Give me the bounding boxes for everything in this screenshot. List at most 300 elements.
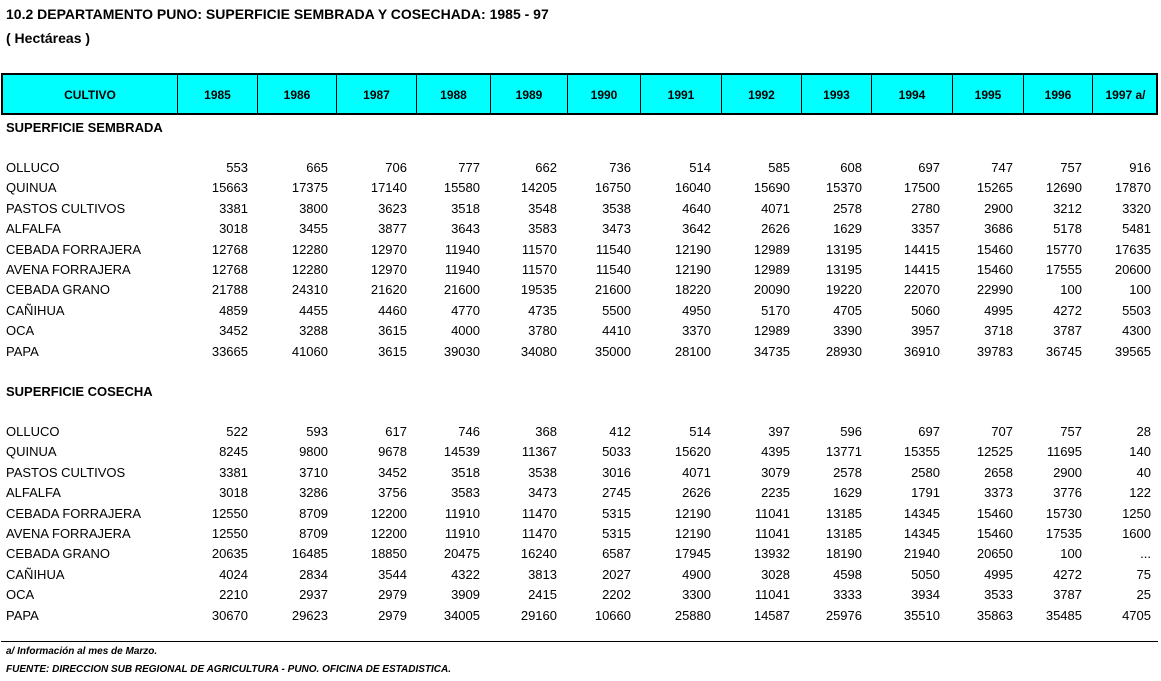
table-cell: 2210 — [219, 587, 248, 603]
table-cell: 11910 — [444, 505, 480, 521]
table-cell: 4410 — [602, 323, 631, 339]
table-cell: 39565 — [1114, 343, 1151, 359]
table-cell: 736 — [609, 160, 631, 175]
table-cell: 8245 — [219, 444, 248, 460]
table-cell: 3018 — [219, 485, 248, 501]
table-cell: 12190 — [674, 505, 711, 521]
table-row — [0, 606, 1161, 626]
table-cell: 706 — [385, 160, 407, 175]
table-cell: 412 — [609, 424, 631, 439]
column-header-year: 1991 — [641, 75, 722, 113]
table-cell: 19220 — [825, 282, 862, 298]
table-cell: 2979 — [378, 587, 407, 603]
column-header-year: 1987 — [337, 75, 417, 113]
table-cell: 3813 — [528, 566, 557, 582]
table-cell: 28 — [1136, 424, 1151, 439]
table-cell: 15460 — [976, 262, 1013, 277]
table-cell: 4322 — [451, 566, 480, 582]
table-cell: 3286 — [299, 485, 328, 501]
table-cell: 21788 — [211, 282, 248, 298]
table-cell: 4705 — [1122, 607, 1151, 623]
table-cell: 3473 — [528, 485, 557, 501]
table-cell: 122 — [1129, 485, 1151, 501]
table-cell: 3548 — [528, 200, 557, 216]
table-cell: 5500 — [602, 302, 631, 318]
table-cell: 397 — [768, 424, 790, 439]
table-cell: 3934 — [911, 587, 940, 603]
table-row — [0, 199, 1161, 219]
table-cell: 4395 — [761, 444, 790, 460]
table-cell: 39030 — [443, 343, 480, 359]
table-cell: 5170 — [761, 302, 790, 318]
crop-name: AVENA FORRAJERA — [6, 526, 131, 541]
table-cell: 13195 — [825, 262, 862, 277]
table-cell: 34080 — [520, 343, 557, 359]
table-row — [0, 422, 1161, 442]
table-cell: 2979 — [378, 607, 407, 623]
table-cell: 15580 — [443, 180, 480, 196]
table-cell: 585 — [768, 160, 790, 175]
table-cell: 13185 — [825, 526, 862, 541]
table-cell: 11540 — [595, 241, 631, 257]
table-cell: 4900 — [682, 566, 711, 582]
table-cell: 140 — [1129, 444, 1151, 460]
table-cell: 11940 — [444, 262, 480, 277]
column-header-year: 1992 — [722, 75, 802, 113]
column-header-year: 1986 — [258, 75, 337, 113]
table-row — [0, 240, 1161, 260]
table-cell: 3787 — [1053, 587, 1082, 603]
table-cell: 12989 — [753, 241, 790, 257]
table-cell: 4640 — [682, 200, 711, 216]
table-cell: 14345 — [903, 505, 940, 521]
table-cell: 4455 — [299, 302, 328, 318]
table-cell: 12280 — [291, 241, 328, 257]
table-cell: 6587 — [602, 546, 631, 562]
table-cell: 2578 — [833, 200, 862, 216]
table-cell: 17140 — [370, 180, 407, 196]
table-cell: 3538 — [528, 464, 557, 480]
table-cell: 12200 — [370, 526, 407, 541]
table-cell: 17500 — [903, 180, 940, 196]
table-cell: 12768 — [211, 262, 248, 277]
table-cell: 34735 — [753, 343, 790, 359]
table-cell: 2780 — [911, 200, 940, 216]
table-cell: 13185 — [825, 505, 862, 521]
table-cell: 24310 — [291, 282, 328, 298]
table-cell: 19535 — [520, 282, 557, 298]
table-cell: 18220 — [674, 282, 711, 298]
table-cell: 2202 — [602, 587, 631, 603]
table-cell: 2580 — [911, 464, 940, 480]
table-cell: 3288 — [299, 323, 328, 339]
table-row — [0, 219, 1161, 239]
table-cell: 12190 — [674, 526, 711, 541]
table-cell: 12970 — [370, 262, 407, 277]
table-cell: 3518 — [451, 200, 480, 216]
table-cell: 15690 — [753, 180, 790, 196]
table-cell: 1250 — [1122, 505, 1151, 521]
page-title: 10.2 DEPARTAMENTO PUNO: SUPERFICIE SEMBRADA Y COSECHADA: 1985 - 97 — [6, 6, 549, 22]
column-header-cultivo: CULTIVO — [3, 75, 178, 113]
table-cell: 2658 — [984, 464, 1013, 480]
crop-name: PASTOS CULTIVOS — [6, 200, 126, 216]
table-cell: 36910 — [903, 343, 940, 359]
table-cell: 3212 — [1053, 200, 1082, 216]
table-cell: 2745 — [602, 485, 631, 501]
table-cell: 16750 — [594, 180, 631, 196]
table-cell: 16485 — [291, 546, 328, 562]
table-cell: 916 — [1129, 160, 1151, 175]
section-title-sembrada: SUPERFICIE SEMBRADA — [6, 120, 163, 135]
crop-name: CEBADA FORRAJERA — [6, 241, 142, 257]
table-cell: 5060 — [911, 302, 940, 318]
table-cell: 4995 — [984, 302, 1013, 318]
table-cell: 13771 — [825, 444, 862, 460]
table-cell: 3583 — [451, 485, 480, 501]
table-cell: 3780 — [528, 323, 557, 339]
table-cell: 12970 — [370, 241, 407, 257]
table-cell: 3615 — [378, 323, 407, 339]
table-cell: 368 — [535, 424, 557, 439]
table-cell: 3373 — [984, 485, 1013, 501]
table-row — [0, 442, 1161, 462]
table-cell: 5050 — [911, 566, 940, 582]
table-cell: 12550 — [211, 505, 248, 521]
table-cell: 697 — [918, 424, 940, 439]
table-cell: 21600 — [443, 282, 480, 298]
table-cell: 3455 — [299, 221, 328, 237]
section-title-cosecha: SUPERFICIE COSECHA — [6, 384, 153, 399]
table-row — [0, 321, 1161, 341]
table-cell: 14415 — [903, 241, 940, 257]
table-cell: 8709 — [299, 505, 328, 521]
table-cell: 20090 — [753, 282, 790, 298]
table-cell: 3381 — [219, 200, 248, 216]
table-cell: 14415 — [903, 262, 940, 277]
table-cell: 13932 — [753, 546, 790, 562]
table-cell: 3016 — [602, 464, 631, 480]
table-cell: 746 — [458, 424, 480, 439]
crop-name: CEBADA GRANO — [6, 546, 111, 562]
table-cell: 22990 — [976, 282, 1013, 298]
table-cell: 3544 — [378, 566, 407, 582]
table-cell: 3473 — [602, 221, 631, 237]
table-cell: 665 — [306, 160, 328, 175]
table-cell: 14587 — [753, 607, 790, 623]
table-cell: 5315 — [602, 505, 631, 521]
table-row — [0, 342, 1161, 362]
table-row — [0, 158, 1161, 178]
table-cell: 12550 — [211, 526, 248, 541]
table-cell: 5315 — [602, 526, 631, 541]
table-cell: 11041 — [754, 526, 790, 541]
table-cell: 21620 — [370, 282, 407, 298]
table-cell: 4272 — [1053, 566, 1082, 582]
crop-name: OLLUCO — [6, 424, 60, 439]
table-cell: 21940 — [903, 546, 940, 562]
table-row — [0, 483, 1161, 503]
table-cell: 100 — [1060, 546, 1082, 562]
table-cell: 1629 — [833, 485, 862, 501]
table-cell: 30670 — [211, 607, 248, 623]
table-cell: 3800 — [299, 200, 328, 216]
table-cell: 20600 — [1114, 262, 1151, 277]
table-row — [0, 504, 1161, 524]
crop-name: CAÑIHUA — [6, 302, 65, 318]
crop-name: ALFALFA — [6, 221, 61, 237]
table-cell: 522 — [226, 424, 248, 439]
table-cell: 41060 — [291, 343, 328, 359]
table-cell: 3686 — [984, 221, 1013, 237]
table-cell: 4000 — [451, 323, 480, 339]
table-cell: 2900 — [1053, 464, 1082, 480]
table-cell: 15730 — [1045, 505, 1082, 521]
crop-name: CAÑIHUA — [6, 566, 65, 582]
table-cell: 100 — [1129, 282, 1151, 298]
table-cell: 11570 — [521, 241, 557, 257]
table-cell: 18190 — [825, 546, 862, 562]
table-cell: 2415 — [528, 587, 557, 603]
crop-name: PAPA — [6, 343, 39, 359]
table-cell: 25 — [1136, 587, 1151, 603]
table-cell: 11470 — [521, 505, 557, 521]
table-cell: 11570 — [521, 262, 557, 277]
table-cell: 4598 — [833, 566, 862, 582]
table-cell: 3079 — [761, 464, 790, 480]
column-header-year: 1990 — [568, 75, 641, 113]
table-cell: 15460 — [976, 505, 1013, 521]
table-cell: 5503 — [1122, 302, 1151, 318]
table-cell: 2235 — [761, 485, 790, 501]
table-cell: 17375 — [291, 180, 328, 196]
table-cell: 29623 — [291, 607, 328, 623]
table-cell: 3583 — [528, 221, 557, 237]
table-cell: 12280 — [291, 262, 328, 277]
table-cell: 757 — [1060, 160, 1082, 175]
table-cell: 14345 — [903, 526, 940, 541]
table-cell: 14539 — [443, 444, 480, 460]
table-cell: 4460 — [378, 302, 407, 318]
table-cell: 14205 — [520, 180, 557, 196]
crop-name: CEBADA FORRAJERA — [6, 505, 142, 521]
table-cell: 5481 — [1122, 221, 1151, 237]
table-cell: 3957 — [911, 323, 940, 339]
table-cell: 28100 — [674, 343, 711, 359]
table-cell: 8709 — [299, 526, 328, 541]
table-cell: 4950 — [682, 302, 711, 318]
table-cell: 12768 — [211, 241, 248, 257]
table-cell: 747 — [991, 160, 1013, 175]
table-cell: 3381 — [219, 464, 248, 480]
table-cell: 3390 — [833, 323, 862, 339]
table-cell: 35863 — [976, 607, 1013, 623]
table-cell: 15355 — [903, 444, 940, 460]
table-cell: 4300 — [1122, 323, 1151, 339]
table-cell: 3710 — [299, 464, 328, 480]
column-header-year: 1993 — [802, 75, 872, 113]
table-cell: 4859 — [219, 302, 248, 318]
table-cell: 3615 — [378, 343, 407, 359]
table-cell: 593 — [306, 424, 328, 439]
table-cell: 16040 — [674, 180, 711, 196]
column-header-year: 1989 — [491, 75, 568, 113]
table-cell: 20650 — [976, 546, 1013, 562]
table-cell: 15460 — [976, 526, 1013, 541]
column-header-year: 1994 — [872, 75, 953, 113]
table-cell: 3028 — [761, 566, 790, 582]
table-cell: 697 — [918, 160, 940, 175]
table-header — [1, 73, 1158, 115]
table-row — [0, 463, 1161, 483]
table-cell: 15663 — [211, 180, 248, 196]
crop-name: CEBADA GRANO — [6, 282, 111, 298]
table-cell: 36745 — [1045, 343, 1082, 359]
table-row — [0, 585, 1161, 605]
column-header-year: 1985 — [178, 75, 258, 113]
source-note: FUENTE: DIRECCION SUB REGIONAL DE AGRICULTURA - PUNO. OFICINA DE ESTADISTICA. — [6, 664, 452, 675]
table-cell: 1791 — [911, 485, 940, 501]
table-cell: 596 — [840, 424, 862, 439]
table-cell: 13195 — [825, 241, 862, 257]
column-header-year: 1996 — [1024, 75, 1093, 113]
table-cell: 4705 — [833, 302, 862, 318]
table-cell: 4770 — [451, 302, 480, 318]
table-cell: 3452 — [378, 464, 407, 480]
table-cell: 12690 — [1045, 180, 1082, 196]
table-cell: 11041 — [754, 587, 790, 603]
table-cell: 3642 — [682, 221, 711, 237]
table-cell: 514 — [689, 424, 711, 439]
table-cell: 22070 — [903, 282, 940, 298]
column-header-year: 1995 — [953, 75, 1024, 113]
table-cell: 3538 — [602, 200, 631, 216]
table-cell: 4995 — [984, 566, 1013, 582]
table-cell: 12989 — [753, 323, 790, 339]
table-cell: 11695 — [1046, 444, 1082, 460]
table-cell: 3787 — [1053, 323, 1082, 339]
table-cell: 11367 — [521, 444, 557, 460]
page-subtitle: ( Hectáreas ) — [6, 30, 91, 46]
table-cell: 3718 — [984, 323, 1013, 339]
table-cell: 707 — [991, 424, 1013, 439]
table-cell: 20635 — [211, 546, 248, 562]
table-row — [0, 260, 1161, 280]
table-cell: 35510 — [903, 607, 940, 623]
table-cell: 4735 — [528, 302, 557, 318]
table-cell: 2900 — [984, 200, 1013, 216]
table-cell: 3357 — [911, 221, 940, 237]
footer-divider — [1, 641, 1158, 642]
crop-name: QUINUA — [6, 444, 57, 460]
table-cell: 17555 — [1045, 262, 1082, 277]
table-cell: 4024 — [219, 566, 248, 582]
footnote: a/ Información al mes de Marzo. — [6, 646, 158, 657]
table-cell: 1600 — [1122, 526, 1151, 541]
table-cell: 17535 — [1045, 526, 1082, 541]
table-cell: 11910 — [444, 526, 480, 541]
table-row — [0, 544, 1161, 564]
table-cell: 75 — [1136, 566, 1151, 582]
table-cell: 3518 — [451, 464, 480, 480]
table-cell: 2027 — [602, 566, 631, 582]
table-cell: 4071 — [682, 464, 711, 480]
table-cell: 11540 — [595, 262, 631, 277]
table-cell: 2937 — [299, 587, 328, 603]
table-cell: 15620 — [674, 444, 711, 460]
table-cell: 35000 — [594, 343, 631, 359]
table-cell: 3756 — [378, 485, 407, 501]
table-cell: 35485 — [1045, 607, 1082, 623]
table-cell: 12190 — [674, 241, 711, 257]
table-cell: 3452 — [219, 323, 248, 339]
table-row — [0, 565, 1161, 585]
table-cell: 1629 — [833, 221, 862, 237]
table-cell: 514 — [689, 160, 711, 175]
table-cell: 2834 — [299, 566, 328, 582]
table-cell: 40 — [1136, 464, 1151, 480]
table-cell: 5033 — [602, 444, 631, 460]
table-cell: 3877 — [378, 221, 407, 237]
crop-name: PASTOS CULTIVOS — [6, 464, 126, 480]
table-cell: 608 — [840, 160, 862, 175]
table-cell: 3018 — [219, 221, 248, 237]
table-cell: 12525 — [976, 444, 1013, 460]
table-cell: 757 — [1060, 424, 1082, 439]
table-cell: 18850 — [370, 546, 407, 562]
table-cell: 25976 — [825, 607, 862, 623]
table-row — [0, 301, 1161, 321]
table-row — [0, 524, 1161, 544]
table-cell: 3370 — [682, 323, 711, 339]
table-cell: 9800 — [299, 444, 328, 460]
crop-name: OLLUCO — [6, 160, 60, 175]
table-cell: 2578 — [833, 464, 862, 480]
table-cell: 2626 — [682, 485, 711, 501]
table-cell: 9678 — [378, 444, 407, 460]
table-row — [0, 280, 1161, 300]
table-cell: 33665 — [211, 343, 248, 359]
table-cell: 3643 — [451, 221, 480, 237]
table-cell: 10660 — [594, 607, 631, 623]
table-cell: 12200 — [370, 505, 407, 521]
table-cell: 3623 — [378, 200, 407, 216]
table-row — [0, 178, 1161, 198]
table-cell: 12989 — [753, 262, 790, 277]
table-cell: 3776 — [1053, 485, 1082, 501]
crop-name: OCA — [6, 587, 35, 603]
table-cell: 25880 — [674, 607, 711, 623]
table-cell: 3300 — [682, 587, 711, 603]
table-cell: 3333 — [833, 587, 862, 603]
table-cell: 553 — [226, 160, 248, 175]
table-cell: 3909 — [451, 587, 480, 603]
table-cell: 4071 — [761, 200, 790, 216]
table-cell: 100 — [1060, 282, 1082, 298]
table-cell: 777 — [458, 160, 480, 175]
table-cell: 20475 — [443, 546, 480, 562]
table-cell: 662 — [535, 160, 557, 175]
table-cell: 12190 — [674, 262, 711, 277]
table-cell: 11041 — [754, 505, 790, 521]
table-cell: 2626 — [761, 221, 790, 237]
table-cell: 15265 — [976, 180, 1013, 196]
crop-name: OCA — [6, 323, 35, 339]
table-cell: ... — [1140, 546, 1151, 562]
table-cell: 15460 — [976, 241, 1013, 257]
table-cell: 39783 — [976, 343, 1013, 359]
table-cell: 15770 — [1045, 241, 1082, 257]
